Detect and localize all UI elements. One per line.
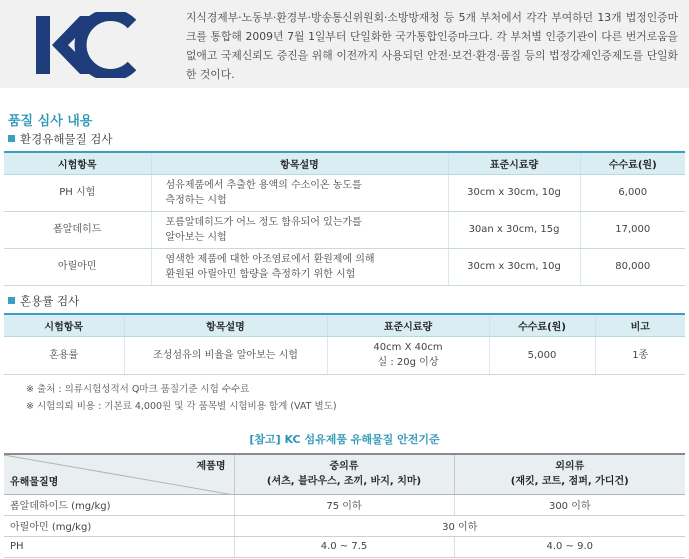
limit-value: 75 이하 (234, 494, 454, 515)
limit-value: 300 이하 (454, 494, 685, 515)
column-header: 수수료(원) (580, 152, 685, 174)
table-row (4, 494, 685, 515)
column-header: 시험항목 (4, 152, 151, 174)
kc-mark-logo (28, 12, 140, 78)
test-item: 혼용률 (4, 336, 124, 374)
remark: 1종 (595, 336, 685, 374)
product-label: 제품명 (196, 461, 226, 472)
test-description: 포름알데히드가 어느 정도 함유되어 있는가를 알아보는 시험 (151, 211, 448, 248)
substance-name: PH (4, 536, 234, 557)
env-test-table (4, 151, 685, 286)
table-row (4, 536, 685, 557)
column-header: 표준시료량 (448, 152, 580, 174)
sample-size: 30an x 30cm, 15g (448, 211, 580, 248)
column-header: 외의류 (재킷, 코트, 점퍼, 가디건) (454, 454, 685, 494)
limit-value: 4.0 ~ 7.5 (234, 536, 454, 557)
table-row (4, 515, 685, 536)
fee: 6,000 (580, 174, 685, 211)
intro-text: 지식경제부·노동부·환경부·방송통신위원회·소방방재청 등 5개 부처에서 각각 부여하던 13개 법정인증마크를 통합해 2009년 7월 1일부터 단일화한 국가통합인증마크다. 각 부처별 인증기관이 다른 번거로움을 없애고 국제신뢰도 증진을 위해 이전까지 사용되던 안전·보건·환경·품질 등의 법정강제인증제도를 단일화한 것이다. (186, 11, 678, 81)
square-bullet-icon (8, 135, 15, 142)
limit-value: 4.0 ~ 9.0 (454, 536, 685, 557)
kc-intro-panel (0, 0, 689, 88)
substance-name: 폼알데하이드 (mg/kg) (4, 494, 234, 515)
column-header: 중의류 (셔츠, 블라우스, 조끼, 바지, 치마) (234, 454, 454, 494)
sample-size: 40cm X 40cm 실 : 20g 이상 (327, 336, 489, 374)
reference-title: [참고] KC 섬유제품 유해물질 안전기준 (249, 433, 440, 446)
substance-name: 아릴아민 (mg/kg) (4, 515, 234, 536)
quality-review-title: 품질 심사 내용 (8, 114, 93, 129)
fee: 5,000 (489, 336, 595, 374)
table-header-row (4, 454, 685, 494)
column-header: 비고 (595, 314, 685, 336)
fee: 17,000 (580, 211, 685, 248)
limit-value: 30 이하 (234, 515, 685, 536)
sample-size: 30cm x 30cm, 10g (448, 248, 580, 285)
table-header-row (4, 152, 685, 174)
column-header: 표준시료량 (327, 314, 489, 336)
test-description: 섬유제품에서 추출한 용액의 수소이온 농도를 측정하는 시험 (151, 174, 448, 211)
cost-note: ※ 시험의뢰 비용 : 기본료 4,000원 및 각 품목별 시험비용 합계 (VAT 별도) (26, 401, 337, 412)
kc-standard-table (4, 453, 685, 558)
sample-size: 30cm x 30cm, 10g (448, 174, 580, 211)
column-header: 수수료(원) (489, 314, 595, 336)
test-description: 조성섬유의 비율을 알아보는 시험 (124, 336, 327, 374)
table-row (4, 248, 685, 285)
table-row (4, 336, 685, 374)
table-row (4, 211, 685, 248)
diagonal-header-cell (4, 454, 234, 494)
table-row (4, 174, 685, 211)
source-note: ※ 출처 : 의류시험성적서 Q마크 품질기준 시험 수수료 (26, 384, 250, 395)
substance-label: 유해물질명 (10, 476, 59, 488)
square-bullet-icon (8, 297, 15, 304)
column-header: 항목설명 (151, 152, 448, 174)
table-header-row (4, 314, 685, 336)
mix-test-title: 혼용률 검사 (8, 293, 79, 309)
test-item: PH 시험 (4, 174, 151, 211)
column-header: 항목설명 (124, 314, 327, 336)
test-item: 폼알데히드 (4, 211, 151, 248)
fee: 80,000 (580, 248, 685, 285)
env-test-title: 환경유해물질 검사 (8, 131, 113, 147)
mix-test-table (4, 313, 685, 375)
column-header: 시험항목 (4, 314, 124, 336)
test-item: 아릴아민 (4, 248, 151, 285)
test-description: 염색한 제품에 대한 아조염료에서 환원제에 의해 환원된 아릴아민 함량을 측정하기 위한 시험 (151, 248, 448, 285)
